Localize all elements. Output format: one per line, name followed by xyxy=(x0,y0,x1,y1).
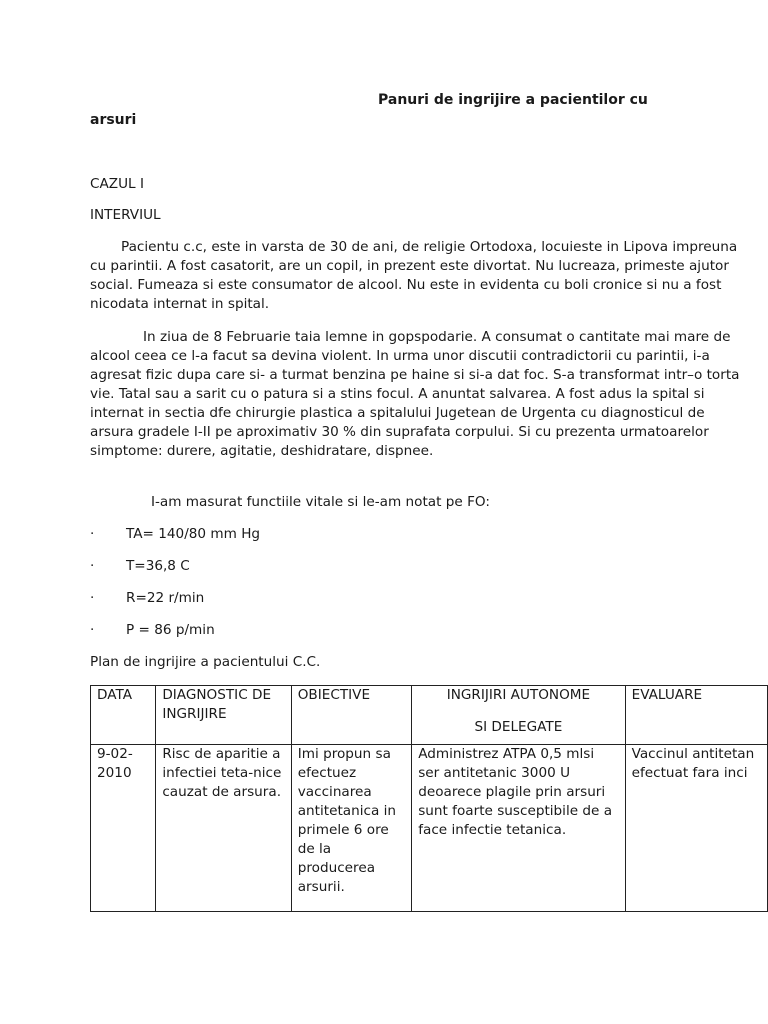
cell-evaluation-line1: Vaccinul antitetan xyxy=(631,746,755,762)
header-obiective: OBIECTIVE xyxy=(291,686,411,745)
cell-evaluation xyxy=(625,745,767,912)
care-plan-table xyxy=(90,685,768,912)
vital-blood-pressure: TA= 140/80 mm Hg xyxy=(126,526,261,542)
bullet-dot: · xyxy=(90,622,95,638)
care-plan-title: Plan de ingrijire a pacientului C.C. xyxy=(90,654,321,670)
header-ingrijiri-line2: SI DELEGATE xyxy=(474,719,563,735)
vitals-intro: I-am masurat functiile vitale si le-am notat pe FO: xyxy=(151,494,490,510)
bullet-dot: · xyxy=(90,590,95,606)
cell-date: 9-02-2010 xyxy=(91,745,156,912)
interview-heading: INTERVIUL xyxy=(90,207,161,223)
header-diagnostic: DIAGNOSTIC DE INGRIJIRE xyxy=(156,686,291,745)
interview-paragraph: Pacientu c.c, este in varsta de 30 de ani, de religie Ortodoxa, locuieste in Lipova impreuna cu parintii. A fost casatorit, are un copil, in prezent este divortat. Nu lucreaza, primeste ajutor social. Fumeaza si este consumator de alcool. Nu este in evidenta cu boli cronice si nu a fost nicodata internat in spital. xyxy=(90,239,738,312)
incident-paragraph: In ziua de 8 Februarie taia lemne in gopspodarie. A consumat o cantitate mai mare de alcool ceea ce l-a facut sa devina violent. In urma unor discutii contradictorii cu parintii, i-a agresat fizic dupa care si- a turmat benzina pe haine si si-a dat foc. S-a transformat intr–o torta vie. Tatal sau a sarit cu o patura si a stins focul. A anuntat salvarea. A fost adus la spital si internat in sectia dfe chirurgie plastica a spitalului Jugetean de Urgenta cu diagnosticul de arsura gradele I-II pe aproximativ 30 % din suprafata corpului. Si cu prezenta urmatoarelor simptome: durere, agitatie, deshidratare, dispnee. xyxy=(90,329,740,459)
vital-temperature: T=36,8 C xyxy=(126,558,190,574)
header-data: DATA xyxy=(91,686,156,745)
vital-respiration: R=22 r/min xyxy=(126,590,205,606)
table-header-row xyxy=(91,686,768,745)
table-row xyxy=(91,745,768,912)
cell-interventions: Administrez ATPA 0,5 mlsi ser antitetanic 3000 U deoarece plagile prin arsuri sunt foarte susceptibile de a face infectie tetanica. xyxy=(412,745,625,912)
document-title-continuation: arsuri xyxy=(90,112,137,128)
document-title: Panuri de ingrijire a pacientilor cu xyxy=(378,92,648,108)
header-evaluare: EVALUARE xyxy=(625,686,767,745)
header-ingrijiri xyxy=(412,686,625,745)
cell-objectives: Imi propun sa efectuez vaccinarea antitetanica in primele 6 ore de la producerea arsurii. xyxy=(291,745,411,912)
bullet-dot: · xyxy=(90,526,95,542)
cell-diagnostic: Risc de aparitie a infectiei teta-nice cauzat de arsura. xyxy=(156,745,291,912)
case-label: CAZUL I xyxy=(90,176,144,192)
header-ingrijiri-line1: INGRIJIRI AUTONOME xyxy=(446,687,591,703)
bullet-dot: · xyxy=(90,558,95,574)
vital-pulse: P = 86 p/min xyxy=(126,622,215,638)
cell-evaluation-line2: efectuat fara inci xyxy=(631,765,748,781)
